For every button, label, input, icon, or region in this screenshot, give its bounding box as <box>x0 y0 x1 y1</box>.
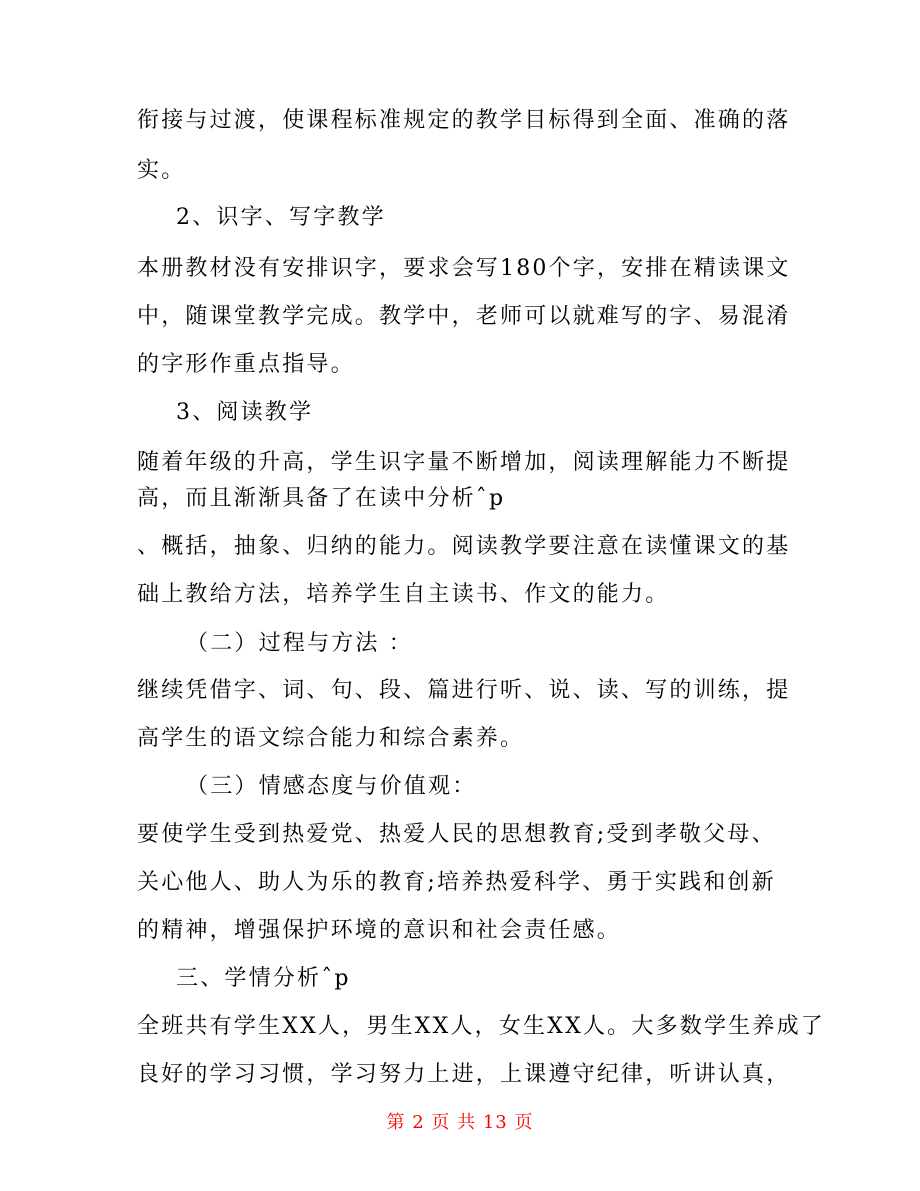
paragraph-line: 础上教给方法，培养学生自主读书、作文的能力。 <box>137 582 670 607</box>
paragraph-line: 中，随课堂教学完成。教学中，老师可以就难写的字、易混淆 <box>137 304 791 329</box>
paragraph-line: 要使学生受到热爱党、热爱人民的思想教育;受到孝敬父母、 <box>137 822 776 847</box>
paragraph-line: 全班共有学生XX人，男生XX人，女生XX人。大多数学生养成了 <box>137 1014 825 1039</box>
paragraph-line: 的字形作重点指导。 <box>137 352 355 377</box>
paragraph-line: 继续凭借字、词、句、段、篇进行听、说、读、写的训练，提 <box>137 678 791 703</box>
paragraph-line: 本册教材没有安排识字，要求会写180个字，安排在精读课文 <box>137 256 791 281</box>
section-heading: （三）情感态度与价值观： <box>186 774 477 799</box>
paragraph-line: 衔接与过渡，使课程标准规定的教学目标得到全面、准确的落 <box>137 108 791 133</box>
paragraph-line: 高学生的语文综合能力和综合素养。 <box>137 726 525 751</box>
paragraph-line: 良好的学习习惯，学习努力上进，上课遵守纪律，听讲认真， <box>137 1062 791 1087</box>
paragraph-line: 实。 <box>137 158 186 183</box>
paragraph-line: 关心他人、助人为乐的教育;培养热爱科学、勇于实践和创新 <box>137 870 776 895</box>
paragraph-line: 、概括，抽象、归纳的能力。阅读教学要注意在读懂课文的基 <box>137 534 791 559</box>
section-heading: 三、学情分析ˆp <box>176 966 351 991</box>
section-heading: 3、阅读教学 <box>176 400 314 425</box>
paragraph-line: 的精神，增强保护环境的意识和社会责任感。 <box>137 918 622 943</box>
paragraph-line: 随着年级的升高，学生识字量不断增加，阅读理解能力不断提 <box>137 450 791 475</box>
page-number-footer: 第 2 页 共 13 页 <box>386 1112 534 1133</box>
paragraph-line: 高，而且渐渐具备了在读中分析ˆp <box>137 486 506 511</box>
section-heading: 2、识字、写字教学 <box>176 205 386 230</box>
section-heading: （二）过程与方法 ： <box>186 631 413 656</box>
